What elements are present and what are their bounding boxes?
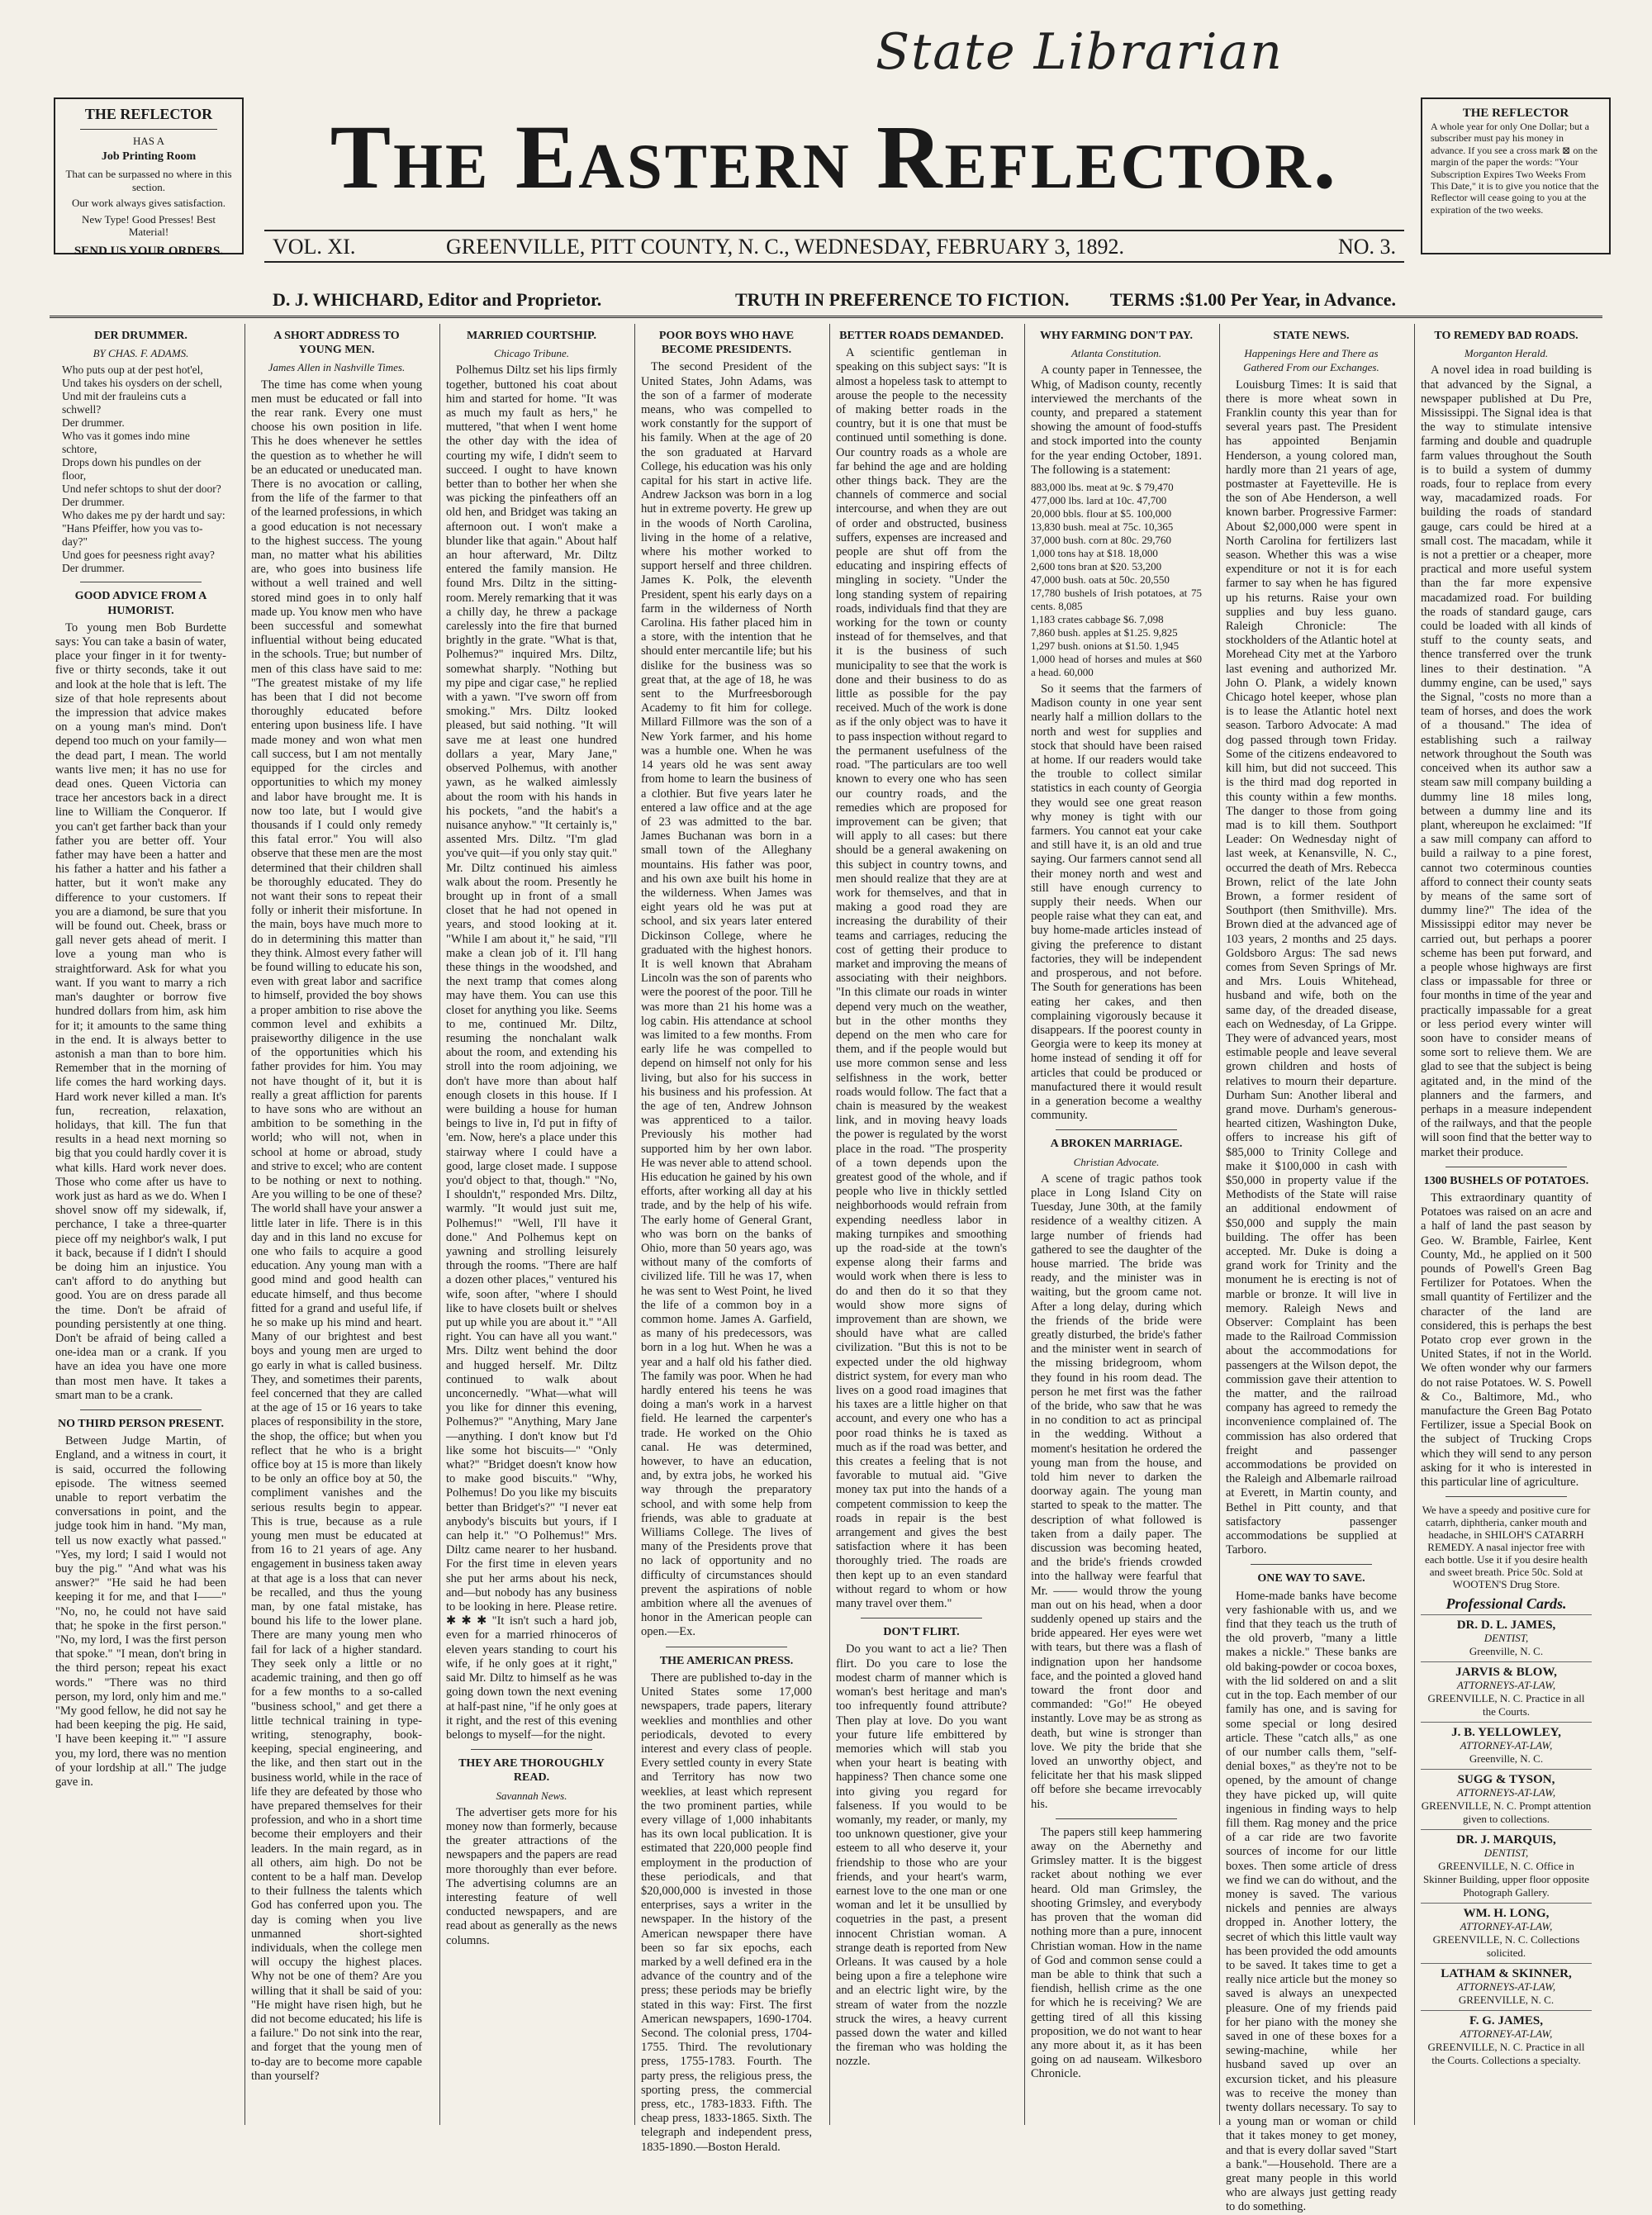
right-ear-title: THE REFLECTOR [1462, 107, 1569, 120]
newspaper-page [50, 17, 1602, 2214]
professional-cards [1421, 1614, 1592, 2070]
article-body: The time has come when young men must be educated or fall into the rear rank. Every one must choose his own position in life. This he does whenever he settles the question as to whether he will be an educated or uneducated man. There is no avocation or calling, from the life of the farmer to that of the learned professions, in which a good education is not necessary to the highest success. The young man, no matter what his abilities are, who goes into business life without a well trained and well stored mind goes in to only half made up. You know men who have been successful and somewhat influential without being educated in the schools. True; but number of men of this class have said to me: "The greatest mistake of my life has been that I did not become thoroughly educated before entering upon business life. I have made money and won what men call success, but I am not mentally equipped for the circles and opportunities to which my money and labor have brought me. It is now too late, but I would give thousands if I could only remedy this fatal error." You will also observe that these men are the most determined that their children shall be thoroughly educated. They do not want their sons to repeat their folly or inherit their misfortune. In the main, boys have much more to do in determining this matter than they think. Almost every father will be found willing to educate his son, even with great labor and sacrifice to himself, provided the boy shows a proper ambition to rise above the common level and exhibits a praiseworthy diligence in the use of the opportunities which his father provides for him. You may not have thought of it, but it is really a great affliction for parents to have sons who are without an ambition to be something in the world; who will not, when in school at home or abroad, study and strive to excel; who are content to be nothing or next to nothing. Are you willing to be one of these? The world shall have your answer a little later in life. There is in this day and in this land no excuse for one who fails to acquire a good education. Any young man with a good mind and good health can educate himself, and thus become fitted for a grand and useful life, if he so make up his mind and heart. Many of our brightest and best boys and young men are urged to go early in what is called business. They, and sometimes their parents, feel concerned that they are called at the age of 15 or 16 years to take places of responsibility in the store, the shop, the office; but when you reflect that he who is a bright office boy at 15 is more than likely to be only an office boy at 50, the compliment vanishes and the serious results begin to appear. This is true, because as a rule young men must be educated at from 16 to 21 years of age. Any engagement in business taken away at that age is a loss that can never be recalled, and thus the young man, by one fatal mistake, has bound his life to the lower plane. There are many young men who fail for lack of a higher standard. They seek only a little or no academic training, and then go off for a few months to a so-called "business school," and get there a little technical training in type-writing, stenography, book-keeping, special engineering, and the like, and then start out in the business world, while in the race of life they are defeated by those who have prepared themselves for their profession, and who in a short time become their employers and their leaders. In the main regard, as in all others, aim high. Do not be content to be a half man. Develop to their fullness the talents which God has conferred upon you. The day is coming when you live unmanned short-sighted individuals, when the college men will occupy the highest places. Why not be one of them? Are you willing that it shall be said of you: "He might have risen high, but he did not become educated; his life is a failure." Do not sink into the rear, and forget that the young men of to-day are to become more capable than yourself? [251, 378, 422, 2083]
import-statistics-table: 883,000 lbs. meat at 9c. $ 79,470 477,000 lbs. lard at 10c. 47,700 20,000 bbls. flour at $5. 100,000 13,830 bush. meal at 75c. 10,365 37,000 bush. corn at 80c. 29,760 1,000 tons hay at $18. 18,000 2,600 tons bran at $20. 53,200 47,000 bush. oats at 50c. 20,550 17,780 bushels of Irish potatoes, at 75 cents. 8,085 1,183 crates cabbage $6. 7,098 7,860 bush. apples at $1.25. 9,825 1,297 bush. onions at $1.50. 1,945 1,000 head of horses and mules at $60 a head. 60,000 [1031, 481, 1202, 679]
motto: TRUTH IN PREFERENCE TO FICTION. [735, 289, 1070, 310]
article-body: The advertiser gets more for his money now than formerly, because the greater attractions of the newspapers and the papers are read more thoroughly than ever before. The advertising columns are an interesting feature of well conducted newspapers, and are read about as generally as the news columns. [446, 1805, 617, 1947]
left-ear-printing-room: Job Printing Room [101, 150, 197, 164]
article-body: A county paper in Tennessee, the Whig, of Madison county, recently interviewed the merchants of the county, and prepared a statement showing the amount of food-stuffs and stock imported into the county for the year ending October, 1891. The following is a statement: [1031, 364, 1202, 477]
article-byline: BY CHAS. F. ADAMS. [93, 347, 189, 360]
article-heading: BETTER ROADS DEMANDED. [839, 330, 1004, 342]
column-5 [829, 324, 1013, 2125]
handwritten-note: State Librarian [876, 23, 1284, 81]
article-body: There are published to-day in the United States some 17,000 newspapers, trade papers, literary weeklies and monthlies and other periodicals, devoted to every interest and every class of people. Every settled county in every State and Territory has now two weeklies, at least which represent the two prominent parties, while every village of 1,000 inhabitants has its own local publication. It is estimated that 220,000 people find employment in the production of these periodicals, and that $20,000,000 is invested in those enterprises, says a writer in the newspaper. In the history of the American newspaper there have been so far six epochs, each marked by a well defined era in the advance of the country and of the press; these periods may be briefly stated in this way: First. The first American newspapers, 1690-1704. Second. The colonial press, 1704-1755. Third. The revolutionary press, 1755-1783. Fourth. The party press, the religious press, the sporting press, the commercial press, etc., 1783-1833. Fifth. The cheap press, 1833-1865. Sixth. The telegraph and independent press, 1835-1890.—Boston Herald. [641, 1671, 812, 2154]
card-d-l-james: DR. D. L. JAMES, DENTIST, Greenville, N. C. [1421, 1614, 1592, 1661]
article-body: The second President of the United States, John Adams, was the son of a farmer of moderate means, who was compelled to work constantly for the support of his family. When at the age of 20 the son graduated at Harvard College, his education was his only capital for his start in active life. Andrew Jackson was born in a log hut in extreme poverty. He grew up in the woods of North Carolina, living in the home of a relative, where his mother worked to support herself and three children. James K. Polk, the eleventh President, spent his early days on a farm in the wilderness of North Carolina. His father placed him in a store, with the intention that he should enter mercantile life; but his dislike for the business was so great that, at the age of 18, he was sent to the Murfreesborough Academy to fit him for college. Millard Fillmore was the son of a New York farmer, and his home was a humble one. When he was 14 years old he was sent away from home to learn the business of a clothier. But five years later he entered a law office and at the age of 23 was admitted to the bar. James Buchanan was born in a small town of the Alleghany mountains. His father was poor, and his own axe built his home in the wilderness. When James was eight years old he was put at school, and six years later entered Dickinson College, where he graduated with the highest honors. It is well known that Abraham Lincoln was the son of parents who were the poorest of the poor. Till he was more than 21 his home was a log cabin. His attendance at school was limited to a few months. From early life he was compelled to depend on himself not only for his living, but also for his success in his business and his profession. At the age of ten, Andrew Johnson was apprenticed to a tailor. Previously his mother had supported him by her own labor. He was never able to attend school. His education he gained by his own efforts, after working all day at his trade, and by the help of his wife. The early home of General Grant, who was born on the banks of Ohio, more than 50 years ago, was without many of the comforts of civilized life. Till he was 17, when he was sent to West Point, he lived the life of a common boy in a common home. James A. Garfield, as many of his predecessors, was born in a log hut. When he was a year and a half old his father died. The family was poor. When he had hardly entered his teens he was doing a man's work in a harvest field. He learned the carpenter's trade. He worked on the Ohio canal. He was determined, however, to have an education, and, by extra jobs, he worked his way through the preparatory school, and with some help from friends, was able to graduate at Williams College. The lives of many of the Presidents prove that no lack of opportunity and no difficulty of circumstances should prevent the aspirations of noble ambition where all the avenues of honor in the American people can open.—Ex. [641, 360, 813, 1639]
article-body: Do you want to act a lie? Then flirt. Do you care to lose the modest charm of manner which is woman's best heritage and man's too infrequently found attribute? Then play at love. Do you want your future life embittered by memories which will stab you when your heart is beating with happiness? Then chance some one into giving you regard for falseness. If you would to be womanly, my reader, or manly, my too unknown questioner, give your esteem to all who deserve it, your friendship to those who are your friends, and your heart's warm, earnest love to the one man or one woman and let it be unsullied by coquetries in the past, a present innocent Christian woman. A strange death is reported from New Orleans. It was caused by a hole being upon a fire a telephone wire and an electric light wire, by the stream of water from the nozzle struck the wires, a heavy current passed down the water and killed the fireman who was holding the nozzle. [836, 1642, 1007, 2069]
article-byline: Chicago Tribune. [493, 347, 569, 360]
card-yellowley: J. B. YELLOWLEY, ATTORNEY-AT-LAW, Greenville, N. C. [1421, 1722, 1592, 1769]
article-body: Louisburg Times: It is said that there is more wheat sown in Franklin county this year than for several years past. The President has appointed Benjamin Henderson, a young colored man, hardly more than 21 years of age, postmaster at Fayetteville. He is the son of Abe Henderson, a well known barber. Progressive Farmer: About $2,000,000 were spent in North Carolina for fertilizers last season. Whether this was a wise expenditure or not it is for each farmer to say when he has figured up his returns. Raise your own supplies and buy less guano. Raleigh Chronicle: The stockholders of the Atlantic hotel at Morehead City met at the Yarboro last evening and authorized Mr. John O. Plank, a widely known Chicago hotel keeper, whose plan is to lease the Atlantic hotel next season. Tarboro Advocate: A mad dog passed through town Friday. Some of the citizens endeavored to kill him, but did not succeed. This is the third mad dog reported in this county within a few months. The danger to those from going mad is to kill them. Southport Leader: On Wednesday night of last week, at Kenansville, N. C., occurred the death of Mrs. Rebecca Brown, relict of the late John Brown, a former resident of Southport (then Smithville). Mrs. Brown died at the advanced age of 103 years, 2 months and 25 days. Goldsboro Argus: The sad news comes from Seven Springs of Mr. and Mrs. Louis Whitehead, husband and wife, both on the same day, of the dreaded disease, each on Wednesday, of La Grippe. They were of advanced years, most estimable people and leave several grown children and hosts of relatives to mourn their departure. Durham Sun: Another liberal and grand move. Durham's generous-hearted citizen, Washington Duke, offers to increase his gift of $85,000 to Trinity College and make it $100,000 in cash with $50,000 in property value if the Methodists of the State will raise an additional endowment of $50,000 and supply the main building. The offer has been accepted. Mr. Duke is doing a grand work for Trinity and the monument he is erecting is not of marble or bronze. It will live in memory. Raleigh News and Observer: Complaint has been made to the Railroad Commission about the accommodations for passengers at the Wilson depot, the commission gave their attention to the matter, and the railroad company has agreed to remedy the inconvenience complained of. The commission has also ordered that freight and passenger accommodations be provided on the Raleigh and Albemarle railroad at Everett, in Martin county, and Bethel in Pitt county, and that satisfactory passenger accommodations be supplied at Tarboro. [1226, 378, 1397, 1557]
article-heading: 1300 BUSHELS OF POTATOES. [1423, 1174, 1589, 1187]
left-ear-line3: New Type! Good Presses! Best Material! [81, 212, 216, 239]
article-heading: THE AMERICAN PRESS. [659, 1654, 794, 1667]
left-ear-has-a: HAS A [133, 134, 164, 147]
column-8 [1414, 324, 1597, 2125]
article-subheading: Happenings Here and There as Gathered From our Exchanges. [1243, 347, 1379, 374]
article-body: The papers still keep hammering away on the Abernethy and Grimsley matter. It is the biggest racket about nothing we ever heard. Old man Grimsley, the shooting Grimsley, and everybody has proven that the woman did nothing more than a pure, innocent Christian woman. How in the name of God and common sense could a man be able to think that such a fiendish, hellish crime as the one for which he is receiving? We are getting tired of all this kissing proposition, we do not want to hear any more about it, as it has been going on ad nauseam. Wilkesboro Chronicle. [1031, 1825, 1202, 2081]
card-latham-skinner: LATHAM & SKINNER, ATTORNEYS-AT-LAW, GREENVILLE, N. C. [1421, 1963, 1592, 2010]
left-ear-title: THE REFLECTOR [84, 106, 213, 122]
article-byline: Atlanta Constitution. [1070, 347, 1162, 360]
article-body: A novel idea in road building is that advanced by the Signal, a newspaper published at Du Pre, Mississippi. The Signal idea is that the way to stimulate intensive farming and double and quadruple farm values throughout the South is to build a system of dummy roads, four to replace from every way, macadamized roads. For building the roads of standard gauge, cars could be hired at a small cost. The macadam, while it is not a prettier or a cheaper, more practical and more useful system than the far more expensive macadamized road. For building the roads of standard gauge, cars could be loaded with all kinds of stuff to the county seats, and thence transferred over the trunk lines to their destination. "A dummy engine, can be used," says the Signal, "costs no more than a team of horses, and does the work of a thousand." The idea of establishing such a railway network throughout the South was conceived when its author saw a steam saw mill company building a dummy line 18 miles long, between a dummy line and its plant, whereupon he exclaimed: "If a saw mill company can afford to build a railway to a pine forest, cannot two coterminous counties afford to connect their county seats by means of the same sort of dummy line?" The idea of the Mississippi editor may never be carried out, but perhaps a poorer scheme has been put forward, and a people whose highways are first class or impassable for three or four months in time of the year and practically impassable for a great or less period every winter will soon have to consider means of some sort to relieve them. We are glad to see that the subject is being agitated and, in the mind of the planners and the farmers, and perhaps in a measure independent of the railways, and that the people will soon find that the better way to market their produce. [1421, 364, 1592, 1159]
article-byline: Christian Advocate. [1073, 1155, 1160, 1168]
column-6 [1024, 324, 1208, 2125]
card-long: WM. H. LONG, ATTORNEY-AT-LAW, GREENVILLE, N. C. Collections solicited. [1421, 1903, 1592, 1963]
dateline [264, 230, 1404, 263]
article-body: Home-made banks have become very fashionable with us, and we find that they teach us the truth of the old proverb, "many a little makes a nickle." These banks are old baking-powder or cocoa boxes, with the lid soldered on and a slit cut in the top. Each member of our family has one, and is saving for some special or long desired article. These "catch alls," as one of our number calls them, "self-denial boxes," as they're not to be opened, by the amount of change they have picked up, will quite ingenious in finding ways to help fill them. Rag money and the price of a car ride are two favorite sources of income for our little boxes. Then some article of dress we find we can do without, and the money is saved. The various nickels and pennies are always dropped in. Another lottery, the secret of which this little vault way has been provided the odd amounts to be saved. It takes time to get a really nice article but the money so saved is always an unexpected pleasure. One of my friends paid for her piano with the money she saved in one of these boxes for a sewing-machine, while her husband saved up over an excursion ticket, and his pleasure was to receive the money than twenty dollars necessary. To say to a young man or woman or child that it takes money to get money, and that is every dollar saved "Start a bank."—Household. There are a great many people in this world who are always just getting ready to do something. [1226, 1589, 1397, 2214]
article-heading: TO REMEDY BAD ROADS. [1434, 330, 1578, 342]
left-ear-footer: SEND US YOUR ORDERS. [74, 244, 224, 258]
article-heading: STATE NEWS. [1273, 330, 1350, 342]
article-heading: ONE WAY TO SAVE. [1257, 1572, 1365, 1585]
article-body: A scene of tragic pathos took place in Long Island City on Tuesday, June 30th, at the family residence of a wealthy citizen. A large number of friends had gathered to see the daughter of the house married. The bride was ready, and the minister was in waiting, but the groom came not. After a long delay, during which the friends of the bride were greatly disturbed, the bride's father and the minister went in search of the missing bridegroom, whom they found in his room dead. The person he met first was the father of the bride, who saw that he was in no condition to act as principal in the wedding. Without a moment's hesitation he ordered the young man from the house, and told him never to darken the doorway again. The young man started to speak to the matter. The description of what followed is taken from a daily paper. The discussion was becoming heated, and the bride's friends crowded into the hallway were fearful that Mr. —— would throw the young man out on his head, when a door suddenly opened up stairs and the bride appeared. Her eyes were wet with tears, but there was a flash of indignation upon her handsome face, and the pointed a gloved hand toward the front door and commanded: "Go!" He obeyed instantly. Love may be as strong as death, but wine is stronger than love. We pity the bride that she loved an unworthy object, and felicitate her that his mask slipped off before she became irrevocably his. [1031, 1172, 1202, 1811]
article-heading: WHY FARMING DON'T PAY. [1039, 330, 1194, 342]
card-jarvis-blow: JARVIS & BLOW, ATTORNEYS-AT-LAW, GREENVILLE, N. C. Practice in all the Courts. [1421, 1661, 1592, 1722]
catarrh-remedy-ad: We have a speedy and positive cure for catarrh, diphtheria, canker mouth and headache, in SHILOH'S CATARRH REMEDY. A nasal injector free with each bottle. Use it if you desire health and sweet breath. Price 50c. Sold at WOOTEN'S Drug Store. [1422, 1504, 1591, 1591]
volume-number: VOL. XI. [273, 235, 356, 259]
left-ear-ad [54, 97, 244, 258]
right-ear-notice [1421, 97, 1611, 254]
article-body: To young men Bob Burdette says: You can take a basin of water, place your finger in it for twenty-five or thirty seconds, take it out and look at the hole that is left. The size of that hole represents about the impression that advice makes on a young man's mind. Don't depend too much on your family—the dead part, I mean. The world wants live men; it has no use for dead ones. Queen Victoria can trace her ancestors back in a direct line to William the Conqueror. If you can't get farther back than your father you are better off. Your father may have been a hatter and his father a hatter and his father a hatter, but it won't make any difference to your customers. If you are a diamond, be sure that you will be found out. Cheek, brass or gall never gets ahead of merit. I love a young man who is straightforward. Ask for what you want. If you want to marry a rich man's daughter or borrow five hundred dollars from him, ask him for it; it amounts to the same thing in the end. It is always better to astonish a man than to bore him. Remember that in the morning of life comes the hard working days. Hard work never killed a man. It's fun, recreation, relaxation, holidays, that kill. The fun that results in a head next morning so big that you could hardly cover it is what kills. Hard work never does. Those who come after us have to work just as hard as we do. When I shovel snow off my sidewalk, if, perchance, I take a three-quarter piece off my neighbor's walk, I put it back, because if I didn't I should be doing him an injustice. You can't afford to do anything but good. You are on dress parade all the time. Don't be afraid of pounding persistently at one thing. Don't be afraid of being called a one-idea man or a crank. If you have an idea you have one more than most men have. It takes a smart man to be a crank. [55, 620, 226, 1402]
card-sugg-tyson: SUGG & TYSON, ATTORNEYS-AT-LAW, GREENVILLE, N. C. Prompt attention given to collections. [1421, 1769, 1592, 1829]
column-1 [50, 324, 232, 2125]
article-heading: DER DRUMMER. [94, 330, 188, 342]
article-heading: THEY ARE THOROUGHLY READ. [458, 1757, 605, 1785]
article-body: Between Judge Martin, of England, and a witness in court, it is said, occurred the following episode. The witness seemed unable to report verbatim the conversations in point, and the judge took him in hand. "My man, tell us now exactly what passed." "Yes, my lord; I said I would not buy the pig." "And what was his answer?" "He said he had been keeping it for me, and that I——" "No, no, he could not have said that; he spoke in the first person." "No, my lord, I was the first person that spoke." "I mean, don't bring in the third person; repeat his exact words." "There was no third person, my lord, only him and me." "My good fellow, he did not say he had been keeping the pig. He said, 'I have been keeping it.'" "I assure you, my lord, there was no mention of your lordship at all." The judge gave in. [55, 1434, 226, 1790]
column-7 [1219, 324, 1403, 2214]
article-body: Polhemus Diltz set his lips firmly together, buttoned his coat about him and started for home. "It was as much my fault as hers," he muttered, "that when I went home the other day with the idea of courting my wife, I didn't seem to succeed. I ought to have known better than to bother her when she was picking the pinfeathers off an old hen, and Bridget was taking an afternoon out. I won't make a blunder like that again." About half an hour afterward, Mr. Diltz entered the family mansion. He found Mrs. Diltz in the sitting-room. Merely remarking that it was a chilly day, he threw a package carelessly into the fire that burned brightly in the grate. "What is that, Polhemus?" inquired Mrs. Diltz, somewhat sharply. "Nothing but my pipe and cigar case," he replied with a yawn. "I've sworn off from smoking." Mrs. Diltz looked pleased, but said nothing. "It will save me at least one hundred dollars a year, Mary Jane," observed Polhemus, with another yawn, as he walked aimlessly about the room with his hands in his pockets, "and the habit's a nuisance anyhow." "It certainly is," assented Mrs. Diltz. "I'm glad you've quit—if you only stay quit." Mr. Diltz continued his aimless walk about the room. Presently he brought up in front of a small closet that he had not opened in years, and stood looking at it. "While I am about it," he said, "I'll make a clean job of it. I'll hang these things in the woodshed, and the next tramp that comes along may have them. You can use this closet for anything you like. Seems to me, continued Mr. Diltz, resuming the nonchalant walk about the room, and extending his stroll into the room adjoining, we don't have more than about half enough closets in this house. If I were building a house for human beings to live in, I'd put in fifty of 'em. Now, here's a place under this stairway where I could have a good, large closet made. I suppose you'd object to that, though." "No, I shouldn't," responded Mrs. Diltz, warmly. "It would just suit me, Polhemus!" "Well, I'll have it done." And Polhemus kept on yawning and strolling leisurely through the rooms. "There are half a dozen other places," ventured his wife, soon after, "where I should like to have closets built or shelves put up while you are about it." "All right. You can have all you want." Mrs. Diltz went behind the door and hugged herself. Mr. Diltz continued to walk about unconcernedly. "What—what will you like for dinner this evening, Polhemus?" "Anything, Mary Jane—anything. I don't know but I'd like some hot biscuits—" "Only what?" "Bridget doesn't know how to make good biscuits." "Why, Polhemus! Do you like my biscuits better than Bridget's?" "I never eat anybody's biscuits but yours, if I can help it." "O Polhemus!" Mrs. Diltz came nearer to her husband. For the first time in eleven years she put her arms about his neck, and—but nobody has any business to be looking in here. Please retire. ✱ ✱ ✱ "It isn't such a hard job, even for a married rhinoceros of eleven years standing to court his wife, if he only goes at it right," said Mr. Diltz to himself as he was going down town the next evening at half-past nine, "if he only goes at it right, and the rest of this evening belongs to myself—for the night. [446, 364, 617, 1742]
column-2 [244, 324, 428, 2125]
place-and-date: GREENVILLE, PITT COUNTY, N. C., WEDNESDAY, FEBRUARY 3, 1892. [446, 235, 1124, 259]
card-marquis: DR. J. MARQUIS, DENTIST, GREENVILLE, N. C. Office in Skinner Building, upper floor opposite Photograph Gallery. [1421, 1829, 1592, 1903]
article-columns [50, 324, 1602, 2214]
article-heading: GOOD ADVICE FROM A HUMORIST. [74, 590, 207, 617]
right-ear-body: A whole year for only One Dollar; but a subscriber must pay his money in advance. If you see a cross mark ⊠ on the margin of the paper the words: "Your Subscription Expires Two Weeks From This Date," it is to give you notice that the Reflector will cease going to you at the expiration of the two weeks. [1431, 121, 1599, 216]
masthead-divider [50, 316, 1602, 318]
left-ear-line1: That can be surpassed no where in this section. [65, 167, 232, 193]
article-byline: James Allen in Nashville Times. [268, 361, 406, 374]
article-byline: Savannah News. [496, 1789, 567, 1802]
column-4 [634, 324, 818, 2154]
article-body: A scientific gentleman in speaking on this subject says: "It is almost a hopeless task to attempt to arouse the people to the necessity of making better roads in the country, but it is one that must be continued until something is done. Our country roads as a whole are far behind the age and are holding other things back. They are the channels of commerce and social intercourse, and when they are out of order and obstructed, business suffers, expenses are increased and people are shut off from the educating and inspiring effects of mingling in society. "Under the long standing system of repairing roads, individuals find that they are working for the town or county instead of for themselves, and that it is the business of such municipality to see that the work is done and their business to do as little as possible for the pay received. Much of the work is done as if the only object was to have it to pass inspection without regard to the permanent usefulness of the road. "The particulars are too well known to every one who has seen our country roads, and the remedies which are proposed for improvement can be given; that will apply to all cases: but there should be a general awakening on this subject in country towns, and men should realize that they are at work for themselves, and that in making a good road they are increasing the durability of their teams and carriages, reducing the cost of getting their produce to market and improving the means of associating with their neighbors. "In this climate our roads in winter depend very much on the weather, but in the other months they depend on the men who care for them, and if the people would but use more common sense and less selfishness in the work, better roads would follow. The fact that a chain is measured by the weakest link, and in moving heavy loads the power is regulated by the worst place in the road. "The prosperity of a town depends upon the greatest good of the whole, and if people who live in thickly settled neighborhoods would refrain from expending needless labor in making turnpikes and smoothing up the road-side at the town's expense along their farms and would work when there is less to do and then do it so that they would show more signs of improvement than are shown, we should have what are called civilization. "But this is not to be expected under the old highway district system, for every man who lives on a good road imagines that his taxes are a little higher on that account, and every one who has a poor road thinks he is taxed as much as if the road was better, and this creates a feeling that is not favorable to mutual aid. "Give money tax put into the hands of a competent commission to keep the roads in repair is the best arrangement and gives the best satisfaction where it has been thoroughly tried. The roads are then kept up to an even standard without regard to whom or how many travel over them." [836, 346, 1007, 1611]
article-body: This extraordinary quantity of Potatoes was raised on an acre and a half of land the past season by Geo. W. Bramble, Fairlee, Kent County, Md., he applied on it 500 pounds of Powell's Green Bag Fertilizer for Potatoes. When the small quantity of Fertilizer and the character of the land are considered, this is perhaps the best Potato crop ever grown in the United States, if not in the World. We often wonder why our farmers do not raise Potatoes. W. S. Powell & Co., Baltimore, Md., who manufacture the Green Bag Potato Fertilizer, issue a Special Book on the subject of Trucking Crops which they will send to any person asking for it who is interested in this particular line of agriculture. [1421, 1191, 1592, 1490]
editor-line: D. J. WHICHARD, Editor and Proprietor. [273, 289, 602, 310]
column-3 [439, 324, 623, 2125]
issue-number: NO. 3. [1337, 235, 1396, 259]
masthead-title: The Eastern Reflector. [330, 107, 1339, 207]
article-heading: NO THIRD PERSON PRESENT. [58, 1417, 224, 1430]
card-f-g-james: F. G. JAMES, ATTORNEY-AT-LAW, GREENVILLE, N. C. Practice in all the Courts. Collections a specialty. [1421, 2010, 1592, 2070]
subscription-terms: TERMS :$1.00 Per Year, in Advance. [1109, 289, 1396, 310]
left-ear-line2: Our work always gives satisfaction. [72, 197, 225, 210]
article-heading: A SHORT ADDRESS TO YOUNG MEN. [273, 330, 400, 357]
professional-cards-heading: Professional Cards. [1446, 1595, 1567, 1613]
article-heading: POOR BOYS WHO HAVE BECOME PRESIDENTS. [658, 330, 795, 357]
article-heading: DON'T FLIRT. [883, 1626, 960, 1639]
article-heading: MARRIED COURTSHIP. [467, 330, 596, 342]
article-body: So it seems that the farmers of Madison county in one year sent nearly half a million dollars to the north and west for supplies and stock that should have been raised at home. If our readers would take the trouble to collect similar statistics in each county of Georgia they would see one great reason why money is tight with our farmers. You cannot eat your cake and still have it, is an old and true saying. Our farmers cannot send all their money north and west and still have enough currency to supply their needs. When our people raise what they can eat, and buy home-made articles instead of giving the preference to distant factories, they will be independent and prosperous, and not before. The South for generations has been eating her cakes, and then complaining vigorously because it disappears. If the poorest county in Georgia were to keep its money at home instead of sending it off for articles that could be produced or manufactured there it would result in a generation become a wealthy community. [1031, 682, 1202, 1123]
article-byline: Morganton Herald. [1464, 347, 1549, 360]
article-heading: A BROKEN MARRIAGE. [1050, 1138, 1183, 1151]
poem-text: Who puts oup at der pest hot'el, Und takes his oysders on der schell, Und mit der frauleins cuts a schwell? Der drummer. Who vas it gomes indo mine schtore, Drops down his pundles on der floor, Und nefer schtops to shut der door? Der drummer. Who dakes me py der hardt und say: "Hans Pfeiffer, how you vas to-day?" Und goes for peesness right avay? Der drummer. [62, 364, 225, 575]
